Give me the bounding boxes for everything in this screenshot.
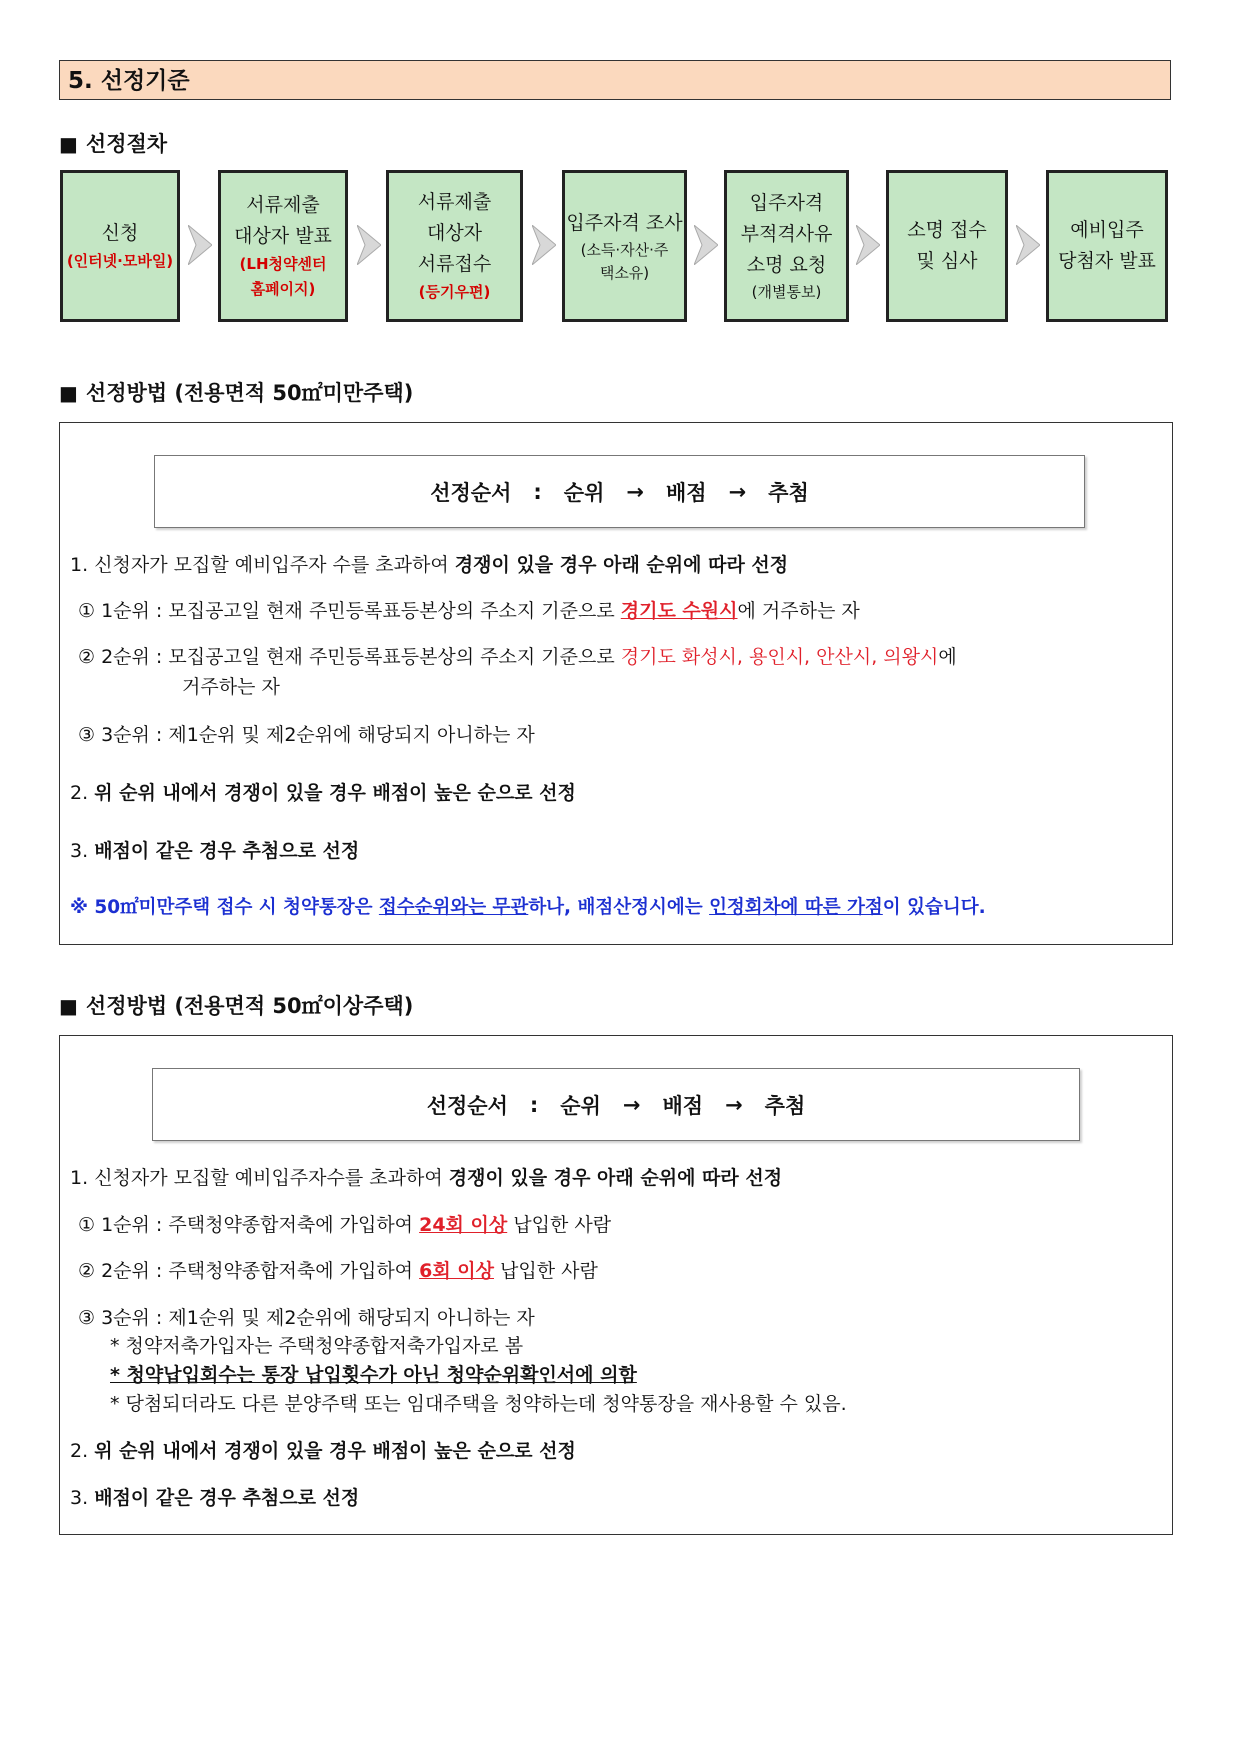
step-text: 소명 접수 [907,219,987,241]
step-text: 입주자격 [749,192,824,214]
rank-text: 모집공고일 현재 주민등록표등본상의 주소지 기준으로 [168,646,615,668]
rank-mark: ③ [78,724,96,746]
step-note: (등기우편) [418,283,491,301]
rank-2-line2: 거주하는 자 [182,676,280,698]
rank-mark: ② [78,646,96,668]
step-disqualification-notice [724,170,849,322]
arrow-right-icon [532,225,556,265]
bullet-note: * 청약저축가입자는 주택청약종합저축가입자로 봄 [110,1335,524,1357]
method-small-heading [59,377,413,407]
rank-mark: ① [78,600,96,622]
rank-highlight: 경기도 수원시 [620,600,738,622]
rank-mark: ② [78,1260,96,1282]
rank-label: 2순위 : [101,646,163,668]
rule-bold: 경쟁이 있을 경우 아래 순위에 따라 선정 [448,1167,783,1189]
rank-mark: ③ [78,1307,96,1329]
bullet-note: * 청약납입회수는 통장 납입횟수가 아닌 청약순위확인서에 의함 [110,1364,637,1386]
rule-text: 배점이 같은 경우 추첨으로 선정 [94,1487,360,1509]
step-note: (인터넷·모바일) [66,252,174,270]
order-label: 선정순서 [430,480,512,505]
savings-note [70,893,986,919]
rank-text: 주택청약종합저축에 가입하여 [168,1260,414,1282]
rule-text: 위 순위 내에서 경쟁이 있을 경우 배점이 높은 순으로 선정 [94,1440,576,1462]
order-colon: : [533,479,542,504]
step-text: 소명 요청 [746,254,827,276]
order-score: 배점 [662,1093,704,1118]
rank-1 [78,596,860,623]
rule-number: 1. [70,1167,89,1189]
rule-bold: 경쟁이 있을 경우 아래 순위에 따라 선정 [454,554,789,576]
step-small: (개별통보) [751,283,822,301]
note-text: 하나, 배점산정시에는 [528,897,710,918]
rank-text: 제1순위 및 제2순위에 해당되지 아니하는 자 [168,724,535,746]
square-bullet-icon: ■ [59,132,78,156]
step-text: 및 심사 [916,250,978,272]
procedure-title: 선정절차 [85,132,168,156]
rank-label: 1순위 : [101,600,163,622]
rank-text: 주택청약종합저축에 가입하여 [168,1214,414,1236]
rule-number: 2. [70,1440,89,1462]
rule-text: 신청자가 모집할 예비입주자수를 초과하여 [94,1167,443,1189]
order-rank: 순위 [563,480,605,505]
step-note: (LH청약센터 홈페이지) [239,255,327,298]
rule-number: 3. [70,840,89,862]
procedure-heading [59,128,167,158]
rule-text: 위 순위 내에서 경쟁이 있을 경우 배점이 높은 순으로 선정 [94,782,576,804]
arrow-right-icon [1016,225,1040,265]
rank-label: 1순위 : [101,1214,163,1236]
step-text: 부적격사유 [740,223,833,245]
step-text: 입주자격 조사 [566,211,683,234]
rule-number: 2. [70,782,89,804]
rank-tail: 납입한 사람 [513,1214,612,1236]
rule-3 [70,1483,359,1510]
rule-text: 신청자가 모집할 예비입주자 수를 초과하여 [94,554,449,576]
note-text: 이 있습니다. [882,897,986,918]
rank-highlight: 24회 이상 [419,1214,508,1236]
selection-order-box [152,1068,1080,1141]
step-text: 예비입주 [1070,219,1144,241]
square-bullet-icon: ■ [59,381,78,405]
rank-mark: ① [78,1214,96,1236]
step-document-target [218,170,348,322]
rank-text: 제1순위 및 제2순위에 해당되지 아니하는 자 [168,1307,535,1329]
method-small-title: 선정방법 (전용면적 50㎡미만주택) [85,381,414,405]
order-arrow: → [622,1092,641,1117]
rank-highlight: 6회 이상 [419,1260,494,1282]
step-text: 서류제출 [417,191,492,213]
step-text: 대상자 [426,222,483,244]
note-underline: 접수순위와는 무관 [378,897,529,918]
rank-tail: 에 거주하는 자 [737,600,860,622]
step-document-receipt [386,170,523,322]
order-arrow: → [626,479,644,504]
rank-label: 3순위 : [101,1307,163,1329]
note-underline: 인정회차에 따른 가점 [709,897,883,918]
rule-1 [70,550,788,577]
rank-label: 3순위 : [101,724,163,746]
arrow-right-icon [694,225,718,265]
order-rank: 순위 [560,1093,601,1118]
rule-3 [70,836,359,863]
bullet-note: * 당첨되더라도 다른 분양주택 또는 임대주택을 청약하는데 청약통장을 재사용할 수 있음. [110,1393,847,1415]
step-text: 당첨자 발표 [1058,250,1156,272]
rule-number: 3. [70,1487,89,1509]
step-text: 신청 [101,222,139,244]
rule-text: 배점이 같은 경우 추첨으로 선정 [94,840,360,862]
arrow-right-icon [357,225,381,265]
step-announcement [1046,170,1168,322]
rule-number: 1. [70,554,89,576]
rank-2 [78,1256,598,1283]
rank-3 [78,1303,535,1330]
order-arrow: → [728,479,747,504]
step-text: 서류제출 [246,194,320,216]
arrow-right-icon [188,225,212,265]
rank-1 [78,1210,611,1237]
rank-2 [78,642,957,669]
arrow-right-icon [856,225,880,265]
rank-highlight: 경기도 화성시, 용인시, 안산시, 의왕시 [620,646,939,668]
rank-3 [78,720,535,747]
method-large-heading [59,990,413,1020]
selection-order-box [154,455,1085,528]
rank-label: 2순위 : [101,1260,163,1282]
rule-1 [70,1163,782,1190]
order-colon: : [529,1092,539,1117]
order-lottery: 추첨 [764,1093,806,1118]
rank-tail: 에 [938,646,957,668]
step-text: 서류접수 [417,253,492,275]
order-label: 선정순서 [426,1093,508,1118]
step-apply [60,170,180,322]
section-title: 5. 선정기준 [59,60,1171,100]
rule-2 [70,1436,576,1463]
note-text: ※ 50㎡미만주택 접수 시 청약통장은 [70,897,379,918]
order-score: 배점 [665,480,707,505]
step-text: 대상자 발표 [234,225,332,247]
order-arrow: → [725,1092,743,1117]
rank-tail: 납입한 사람 [500,1260,598,1282]
step-eligibility-check [562,170,687,322]
step-small: (소득·자산·주택소유) [580,240,669,282]
step-review [886,170,1008,322]
rank-text: 모집공고일 현재 주민등록표등본상의 주소지 기준으로 [168,600,615,622]
rule-2 [70,778,576,805]
square-bullet-icon: ■ [59,994,78,1018]
order-lottery: 추첨 [768,480,809,505]
method-large-title: 선정방법 (전용면적 50㎡이상주택) [85,994,414,1018]
